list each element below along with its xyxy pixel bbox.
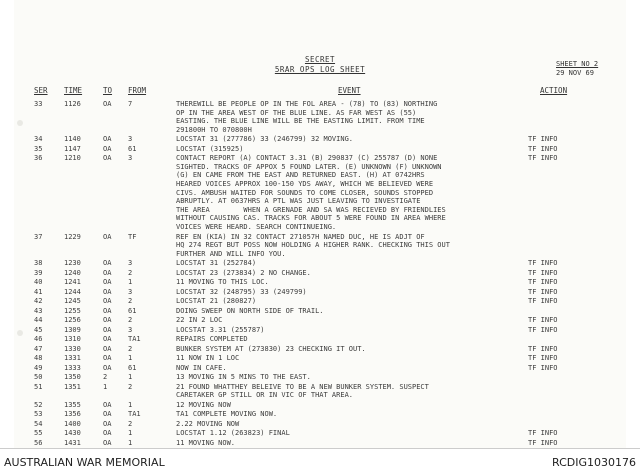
entry-from: 2 — [128, 382, 133, 391]
serial-number: 46 — [34, 335, 43, 344]
entry-to: OA — [103, 400, 112, 409]
entry-time: 1255 — [64, 306, 81, 315]
serial-number: 37 — [34, 232, 43, 241]
log-entry — [0, 233, 640, 259]
column-header-to: TO — [103, 86, 113, 95]
entry-time: 1230 — [64, 259, 81, 268]
entry-to: OA — [103, 316, 112, 325]
entry-time: 1147 — [64, 144, 81, 153]
entry-from: TF — [128, 232, 137, 241]
entry-from: 2 — [128, 344, 133, 353]
entry-time: 1350 — [64, 373, 81, 382]
action-text: TF INFO — [528, 278, 558, 287]
event-text-line: 21 FOUND WHATTHEY BELEIVE TO BE A NEW BUNKER SYSTEM. SUSPECT — [176, 382, 429, 391]
entry-time: 1126 — [64, 100, 81, 108]
entry-time: 1210 — [64, 154, 81, 163]
event-text-line: THEREWILL BE PEOPLE OP IN THE FOL AREA - (78) TO (83) NORTHING — [176, 100, 438, 108]
entry-time: 1351 — [64, 382, 81, 391]
event-text-line: 13 MOVING IN 5 MINS TO THE EAST. — [176, 373, 311, 382]
entry-to: OA — [103, 259, 112, 268]
serial-number: 43 — [34, 306, 43, 315]
serial-number: 44 — [34, 316, 43, 325]
event-text-line: NOW IN CAFE. — [176, 363, 227, 372]
entry-time: 1333 — [64, 363, 81, 372]
entry-to: OA — [103, 278, 112, 287]
action-text: TF INFO — [528, 259, 558, 268]
action-text: TF INFO — [528, 363, 558, 372]
serial-number: 40 — [34, 278, 43, 287]
footer — [0, 448, 640, 472]
log-entry — [0, 297, 640, 306]
log-entry — [0, 429, 640, 438]
entry-from: 2 — [128, 297, 133, 306]
entry-time: 1355 — [64, 400, 81, 409]
event-text-line: TA1 COMPLETE MOVING NOW. — [176, 410, 278, 419]
event-text-line: LOCSTAT 3.31 (255787) — [176, 325, 265, 334]
entry-to: 1 — [103, 382, 108, 391]
event-text-line: WITHOUT CAUSING CAS. TRACKS FOR ABOUT 5 WERE FOUND IN AREA WHERE — [176, 214, 446, 223]
serial-number: 45 — [34, 325, 43, 334]
entry-to: OA — [103, 419, 112, 428]
event-text-line: 22 IN 2 LOC — [176, 316, 223, 325]
event-text-line: 11 NOW IN 1 LOC — [176, 354, 240, 363]
event-text-line: LOCSTAT 32 (248795) 33 (249799) — [176, 287, 307, 296]
log-entry — [0, 135, 640, 144]
event-text-line: LOCSTAT 21 (280827) — [176, 297, 257, 306]
log-entry — [0, 269, 640, 278]
log-entry — [0, 259, 640, 268]
entry-time: 1229 — [64, 232, 81, 241]
log-entry — [0, 307, 640, 316]
entry-time: 1330 — [64, 344, 81, 353]
serial-number: 39 — [34, 268, 43, 277]
entry-time: 1256 — [64, 316, 81, 325]
serial-number: 52 — [34, 400, 43, 409]
event-text-line: HEARED VOICES APPROX 100-150 YDS AWAY, WHICH WE BELIEVED WERE — [176, 180, 434, 189]
entry-from: 3 — [128, 259, 133, 268]
event-text-line: 11 MOVING NOW. — [176, 438, 236, 447]
entry-from: 3 — [128, 325, 133, 334]
event-text-line: ABRUPTLY. AT 0637HRS A PTL WAS JUST LEAVING TO INVESTIGATE — [176, 197, 421, 206]
log-entry — [0, 410, 640, 419]
entry-to: OA — [103, 100, 112, 108]
entry-time: 1241 — [64, 278, 81, 287]
action-text: TF INFO — [528, 154, 558, 163]
event-text-line: EASTING. THE BLUE LINE WILL BE THE EASTING LIMIT. FROM TIME — [176, 117, 425, 126]
entry-from: 3 — [128, 135, 133, 144]
log-entry — [0, 326, 640, 335]
entry-from: 1 — [128, 400, 133, 409]
column-header-event: EVENT — [338, 86, 361, 95]
event-text-line: OP IN THE AREA WEST OF THE BLUE LINE. AS FAR WEST AS (55) — [176, 108, 417, 117]
entry-to: OA — [103, 429, 112, 438]
entry-time: 1431 — [64, 438, 81, 447]
log-entry — [0, 383, 640, 400]
entry-from: 2 — [128, 316, 133, 325]
event-text-line: LOCSTAT 31 (277786) 33 (246799) 32 MOVING. — [176, 135, 354, 144]
serial-number: 51 — [34, 382, 43, 391]
entry-to: OA — [103, 335, 112, 344]
log-entry — [0, 401, 640, 410]
entry-time: 1245 — [64, 297, 81, 306]
entry-to: OA — [103, 325, 112, 334]
entry-time: 1309 — [64, 325, 81, 334]
entry-from: 61 — [128, 363, 137, 372]
serial-number: 42 — [34, 297, 43, 306]
footer-source: AUSTRALIAN WAR MEMORIAL — [4, 456, 165, 469]
action-text: TF INFO — [528, 268, 558, 277]
serial-number: 56 — [34, 438, 43, 447]
log-entry — [0, 364, 640, 373]
column-header-action: ACTION — [540, 86, 568, 95]
entry-to: OA — [103, 363, 112, 372]
footer-reference: RCDIG1030176 — [551, 456, 636, 469]
entry-time: 1331 — [64, 354, 81, 363]
entry-from: 1 — [128, 429, 133, 438]
entry-from: 7 — [128, 100, 133, 108]
action-text: TF INFO — [528, 316, 558, 325]
event-text-line: 291800H TO 070800H — [176, 125, 252, 134]
event-text-line: BUNKER SYSTEM AT (273830) 23 CHECKING IT OUT. — [176, 344, 366, 353]
serial-number: 38 — [34, 259, 43, 268]
entry-from: 3 — [128, 287, 133, 296]
entry-to: OA — [103, 287, 112, 296]
log-entry — [0, 345, 640, 354]
action-text: TF INFO — [528, 344, 558, 353]
log-entry — [0, 145, 640, 154]
action-text: TF INFO — [528, 354, 558, 363]
entry-to: OA — [103, 268, 112, 277]
serial-number: 35 — [34, 144, 43, 153]
serial-number: 33 — [34, 100, 43, 108]
serial-number: 36 — [34, 154, 43, 163]
event-text-line: CIVS. AMBUSH WAITED FOR SOUNDS TO COME CLOSER, SOUNDS STOPPED — [176, 188, 434, 197]
log-entry — [0, 100, 640, 134]
entry-from: TA1 — [128, 335, 141, 344]
serial-number: 55 — [34, 429, 43, 438]
serial-number: 53 — [34, 410, 43, 419]
event-text-line: 11 MOVING TO THIS LOC. — [176, 278, 269, 287]
serial-number: 48 — [34, 354, 43, 363]
entry-to: OA — [103, 306, 112, 315]
column-header-ser: SER — [34, 86, 48, 95]
log-entry — [0, 373, 640, 382]
entry-time: 1140 — [64, 135, 81, 144]
action-text: TF INFO — [528, 429, 558, 438]
serial-number: 49 — [34, 363, 43, 372]
action-text: TF INFO — [528, 297, 558, 306]
entry-from: TA1 — [128, 410, 141, 419]
serial-number: 50 — [34, 373, 43, 382]
sheet-date: 29 NOV 69 — [556, 69, 594, 77]
entry-from: 1 — [128, 373, 133, 382]
event-text-line: LOCSTAT 1.12 (263823) FINAL — [176, 429, 290, 438]
event-text-line: 12 MOVING NOW — [176, 400, 231, 409]
serial-number: 47 — [34, 344, 43, 353]
column-header-time: TIME — [64, 86, 83, 95]
entry-to: 2 — [103, 373, 108, 382]
entry-from: 61 — [128, 144, 137, 153]
classification-label: SECRET — [304, 55, 336, 64]
action-text: TF INFO — [528, 438, 558, 447]
action-text: TF INFO — [528, 144, 558, 153]
event-text-line: (G) EN CAME FROM THE EAST AND RETURNED EAST. (H) AT 0742HRS — [176, 171, 425, 180]
entry-to: OA — [103, 297, 112, 306]
entry-to: OA — [103, 438, 112, 447]
log-entry — [0, 288, 640, 297]
entry-to: OA — [103, 135, 112, 144]
entry-time: 1400 — [64, 419, 81, 428]
column-header-from: FROM — [128, 86, 147, 95]
log-entry — [0, 354, 640, 363]
entry-from: 1 — [128, 354, 133, 363]
entry-from: 2 — [128, 419, 133, 428]
entry-from: 2 — [128, 268, 133, 277]
entry-to: OA — [103, 354, 112, 363]
entry-to: OA — [103, 344, 112, 353]
entry-to: OA — [103, 154, 112, 163]
event-text-line: DOING SWEEP ON NORTH SIDE OF TRAIL. — [176, 306, 324, 315]
event-text-line: FURTHER AND WILL INFO YOU. — [176, 249, 286, 258]
entry-time: 1244 — [64, 287, 81, 296]
event-text-line: CONTACT REPORT (A) CONTACT 3.31 (B) 290837 (C) 255787 (D) NONE — [176, 154, 438, 163]
entry-to: OA — [103, 232, 112, 241]
log-entry — [0, 335, 640, 344]
event-text-line: REPAIRS COMPLETED — [176, 335, 248, 344]
sheet-number: SHEET NO 2 — [556, 60, 599, 68]
entry-time: 1240 — [64, 268, 81, 277]
log-entry — [0, 439, 640, 448]
action-text: TF INFO — [528, 135, 558, 144]
event-text-line: CARETAKER GP STILL OR IN VIC OF THAT AREA. — [176, 391, 354, 400]
log-entry — [0, 316, 640, 325]
event-text-line: LOCSTAT 31 (252784) — [176, 259, 257, 268]
entry-from: 61 — [128, 306, 137, 315]
event-text-line: VOICES WERE HEARD. SEARCH CONTINUEING. — [176, 223, 337, 232]
serial-number: 34 — [34, 135, 43, 144]
entry-time: 1356 — [64, 410, 81, 419]
entry-time: 1310 — [64, 335, 81, 344]
action-text: TF INFO — [528, 287, 558, 296]
event-text-line: LOCSTAT 23 (273834) 2 NO CHANGE. — [176, 268, 311, 277]
entry-to: OA — [103, 144, 112, 153]
event-text-line: 2.22 MOVING NOW — [176, 419, 240, 428]
event-text-line: LOCSTAT (315925) — [176, 144, 244, 153]
log-entry — [0, 420, 640, 429]
entry-time: 1430 — [64, 429, 81, 438]
sheet-title: 5RAR OPS LOG SHEET — [274, 65, 366, 74]
action-text: TF INFO — [528, 325, 558, 334]
entry-from: 1 — [128, 438, 133, 447]
entry-from: 3 — [128, 154, 133, 163]
log-entry — [0, 278, 640, 287]
entry-from: 1 — [128, 278, 133, 287]
serial-number: 54 — [34, 419, 43, 428]
event-text-line: REF EN (KIA) IN 32 CONTACT 271057H NAMED DUC, HE IS ADJT OF — [176, 232, 425, 241]
serial-number: 41 — [34, 287, 43, 296]
log-entry — [0, 154, 640, 231]
event-text-line: HQ 274 REGT BUT POSS NOW HOLDING A HIGHER RANK. CHECKING THIS OUT — [176, 241, 450, 250]
event-text-line: SIGHTED. TRACKS OF APPOX 5 FOUND LATER. (E) UNKNOWN (F) UNKNOWN — [176, 162, 442, 171]
event-text-line: THE AREA WHEN A GRENADE AND SA WAS RECIEVED BY FRIENDLIES — [176, 205, 446, 214]
entry-to: OA — [103, 410, 112, 419]
